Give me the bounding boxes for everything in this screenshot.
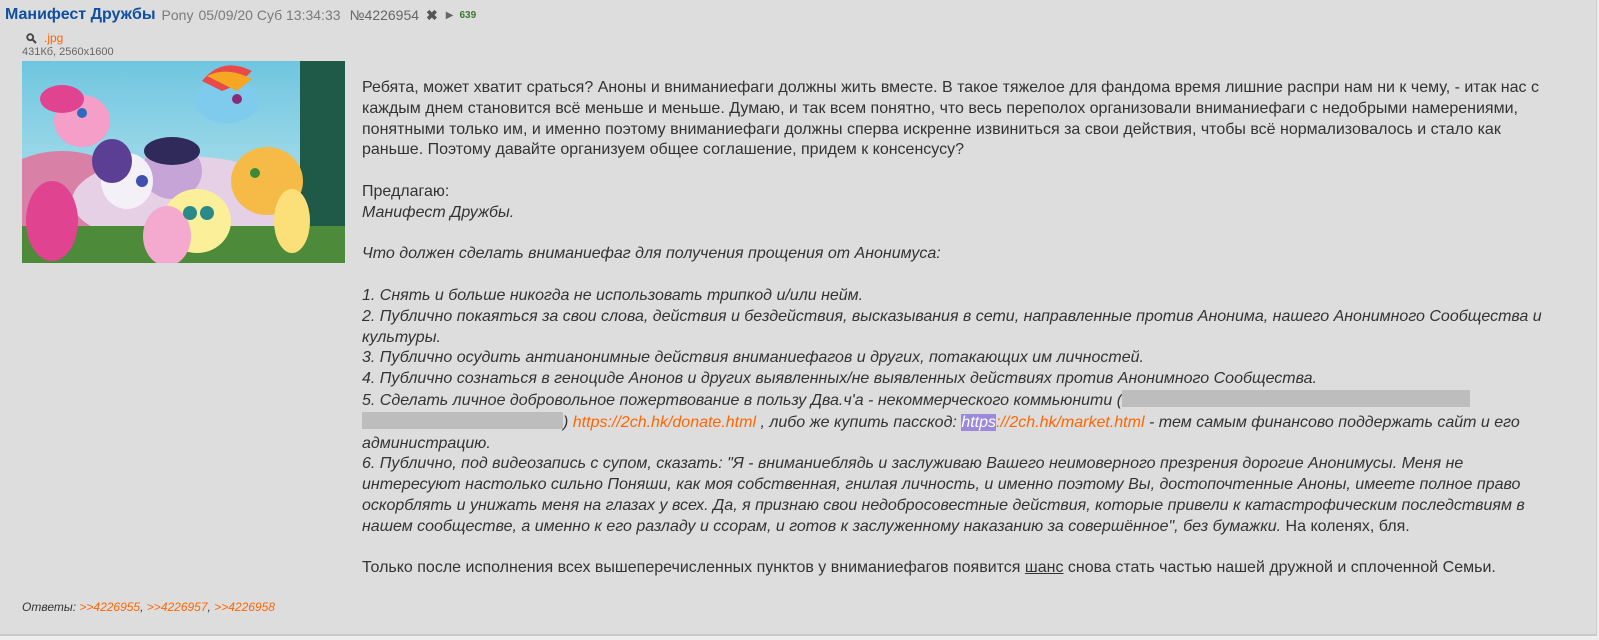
donate-link[interactable]: https://2ch.hk/donate.html <box>572 413 756 431</box>
message-final-word: шанс <box>1024 559 1064 577</box>
message-item-5-end: - тем самым финансово поддержать сайт и его администрацию. <box>362 413 1520 452</box>
message-manifest-title: Манифест Дружбы. <box>362 203 515 221</box>
post-details <box>5 5 476 25</box>
post-time: 05/09/20 Суб 13:34:33 <box>198 7 341 23</box>
message-item-4: 4. Публично сознаться в геноциде Анонов и других выявленных/не выявленных действиях против Анонимного Сообщества. <box>362 370 1317 388</box>
market-link-rest: ://2ch.hk/market.html <box>996 413 1145 431</box>
market-link-selected: https <box>961 413 996 431</box>
message-final-end: снова стать частью нашей дружной и сплоченной Семьи. <box>1067 559 1496 577</box>
message-item-5-mid: , либо же купить пасскод: <box>760 413 957 431</box>
reply-count-badge: 639 <box>459 9 477 21</box>
file-meta: 431Кб, 2560x1600 <box>22 46 114 58</box>
post-message <box>362 78 1552 579</box>
market-link[interactable] <box>961 414 1144 431</box>
message-item-6-tail: На коленях, бля. <box>1285 517 1410 535</box>
play-icon[interactable]: ▶ <box>445 9 454 21</box>
post-number[interactable]: №4226954 <box>349 7 420 23</box>
redacted-block <box>1122 390 1470 407</box>
replies-label: Ответы: <box>22 600 77 614</box>
reply-link[interactable]: >>4226955 <box>79 600 141 614</box>
post-replies: Ответы: >>4226955, >>4226957, >>4226958 <box>22 600 275 614</box>
search-icon[interactable] <box>26 33 37 44</box>
message-offer: Предлагаю: <box>362 182 450 200</box>
file-attributes <box>22 31 114 59</box>
message-item-1: 1. Снять и больше никогда не использовать трипкод и/или нейм. <box>362 286 864 304</box>
message-item-2: 2. Публично покаяться за свои слова, действия и бездействия, высказывания в сети, направленные против Анонима, нашего Анонимного Сообщества и культуры. <box>362 307 1542 346</box>
post-author-name: Pony <box>161 7 194 23</box>
message-question: Что должен сделать вниманиефаг для получения прощения от Анонимуса: <box>362 245 941 263</box>
post-title: Манифест Дружбы <box>5 6 156 23</box>
message-item-3: 3. Публично осудить антианонимные действия вниманиефагов и других, потакающих им личностей. <box>362 349 1144 367</box>
post-image-thumbnail[interactable] <box>22 61 345 263</box>
message-item-5-start: 5. Сделать личное добровольное пожертвование в пользу Два.ч'а - некоммерческого коммьюнити ( <box>362 391 1123 409</box>
reply-link[interactable]: >>4226957 <box>146 600 208 614</box>
message-paragraph: Ребята, может хватит сраться? Аноны и вниманиефаги должны жить вместе. В такое тяжелое для фандома время лишние распри нам ни к чему, - итак нас с каждым днем становится всё меньше и меньше. Думаю, и так всем понятно, что весь переполох организовали вниманиефаги с недобрыми намерениями, понятными только им, и именно поэтому вниманиефаги должны сперва искренне извиниться за свои действия, чтобы всё нормализовалось и стало как раньше. Поэтому давайте организуем общее соглашение, придем к консенсусу? <box>362 79 1539 159</box>
reply-link[interactable]: >>4226958 <box>214 600 275 614</box>
file-name-link[interactable]: .jpg <box>44 31 64 45</box>
redacted-block <box>362 412 563 429</box>
message-item-5-close: ) <box>563 413 569 431</box>
message-final-start: Только после исполнения всех вышеперечисленных пунктов у вниманиефагов появится <box>362 559 1021 577</box>
message-item-6: 6. Публично, под видеозапись с супом, сказать: "Я - вниманиеблядь и заслуживаю Вашего неимоверного презрения дорогие Анонимусы. Меня не интересуют настолько сильно Поняши, как моя собственная, гнилая личность, и именно поэтому Вы, достопочтенные Аноны, имеете полное право оскорблять и унижать меня на глазах у всех. Да, я признаю свои недобросовестные действия, которые привели к катастрофическим последствиям в нашем сообществе, а именно к его разладу и ссорам, и готов к заслуженному наказанию за совершённое", без бумажки. <box>362 455 1525 535</box>
hide-post-button[interactable]: ✖ <box>426 6 438 23</box>
